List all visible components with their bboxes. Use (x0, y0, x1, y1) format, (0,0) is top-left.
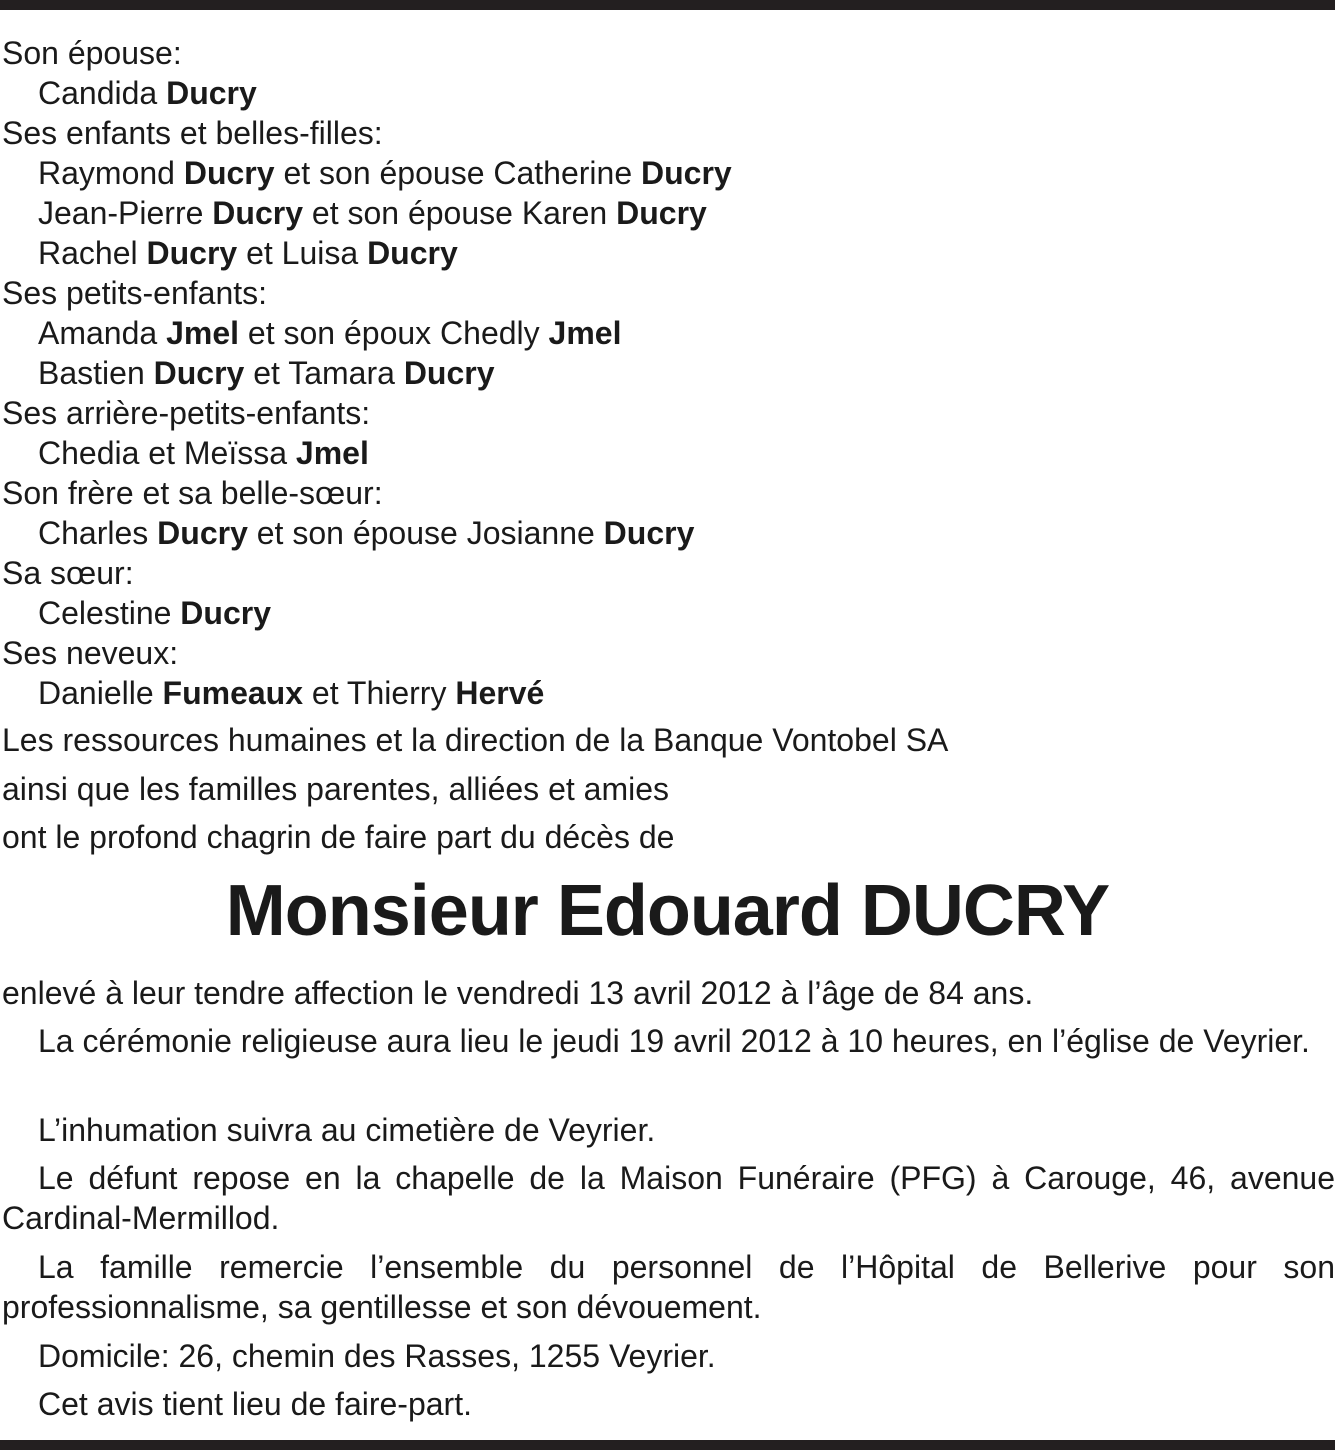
repose-paragraph: Le défunt repose en la chapelle de la Maison Funéraire (PFG) à Carouge, 46, avenue Cardinal-Mermillod. (2, 1160, 1335, 1236)
family-relation-heading (2, 553, 134, 593)
announcement-line: ont le profond chagrin de faire part du décès de (2, 819, 675, 855)
name-text: Amanda (38, 315, 167, 351)
surname: Ducry (641, 155, 732, 191)
burial-paragraph: L’inhumation suivra au cimetière de Veyrier. (38, 1112, 656, 1148)
family-relation-heading (2, 33, 182, 73)
family-member-line (38, 313, 621, 353)
name-text: Son frère et sa belle-sœur: (2, 475, 383, 511)
surname: Ducry (183, 155, 275, 191)
surname: Ducry (367, 235, 458, 271)
family-member-line (38, 513, 694, 553)
name-text: Son épouse: (2, 35, 182, 71)
family-relation-heading (2, 393, 370, 433)
surname: Ducry (603, 515, 695, 551)
surname: Jmel (166, 315, 240, 351)
name-text: Celestine (38, 595, 181, 631)
name-text: et son épouse Karen (303, 195, 617, 231)
surname: Ducry (212, 195, 303, 231)
surname: Ducry (146, 235, 238, 271)
name-text: et Tamara (244, 355, 404, 391)
family-relation-heading (2, 473, 383, 513)
surname: Ducry (157, 515, 248, 551)
name-text: Ses arrière-petits-enfants: (2, 395, 371, 431)
name-text: Ses neveux: (2, 635, 179, 671)
name-text: Charles (38, 515, 158, 551)
family-relation-heading (2, 113, 383, 153)
name-text: Ses enfants et belles-filles: (2, 115, 383, 151)
family-relation-heading (2, 633, 178, 673)
name-text: Rachel (38, 235, 147, 271)
surname: Ducry (616, 195, 707, 231)
name-text: Jean-Pierre (38, 195, 213, 231)
surname: Hervé (455, 675, 545, 711)
surname: Ducry (403, 355, 495, 391)
name-text: Candida (38, 75, 167, 111)
family-member-line (38, 673, 544, 713)
announcement-line: Les ressources humaines et la direction de la Banque Vontobel SA (2, 722, 949, 758)
ceremony-paragraph: La cérémonie religieuse aura lieu le jeudi 19 avril 2012 à 10 heures, en l’église de Veyrier. (38, 1023, 1310, 1059)
name-text: et son époux Chedly (239, 315, 549, 351)
deceased-name: Monsieur Edouard DUCRY (225, 871, 1110, 951)
family-member-line (38, 233, 458, 273)
family-member-line (38, 193, 707, 233)
closing-paragraph: Cet avis tient lieu de faire-part. (38, 1386, 472, 1422)
surname: Ducry (180, 595, 271, 631)
name-text: Danielle (38, 675, 163, 711)
family-member-line (38, 593, 271, 633)
name-text: Ses petits-enfants: (2, 275, 268, 311)
surname: Fumeaux (162, 675, 303, 711)
family-relation-heading (2, 273, 267, 313)
surname: Jmel (548, 315, 622, 351)
family-member-line (38, 73, 257, 113)
name-text: et son épouse Catherine (274, 155, 642, 191)
name-text: et Thierry (303, 675, 456, 711)
name-text: et Luisa (237, 235, 368, 271)
announcement-line: ainsi que les familles parentes, alliées et amies (2, 771, 669, 807)
surname: Ducry (153, 355, 245, 391)
surname: Jmel (295, 435, 369, 471)
name-text: Chedia et Meïssa (38, 435, 296, 471)
family-member-line (38, 353, 495, 393)
name-text: Bastien (38, 355, 154, 391)
name-text: et son épouse Josianne (247, 515, 604, 551)
domicile-paragraph: Domicile: 26, chemin des Rasses, 1255 Veyrier. (38, 1338, 716, 1374)
bottom-border-rule (0, 1440, 1335, 1450)
family-member-line (38, 153, 732, 193)
death-line: enlevé à leur tendre affection le vendredi 13 avril 2012 à l’âge de 84 ans. (2, 975, 1034, 1011)
thanks-paragraph: La famille remercie l’ensemble du personnel de l’Hôpital de Bellerive pour son professionnalisme, sa gentillesse et son dévouement. (2, 1249, 1335, 1325)
name-text: Sa sœur: (2, 555, 134, 591)
family-member-line (38, 433, 369, 473)
surname: Ducry (166, 75, 257, 111)
name-text: Raymond (38, 155, 184, 191)
